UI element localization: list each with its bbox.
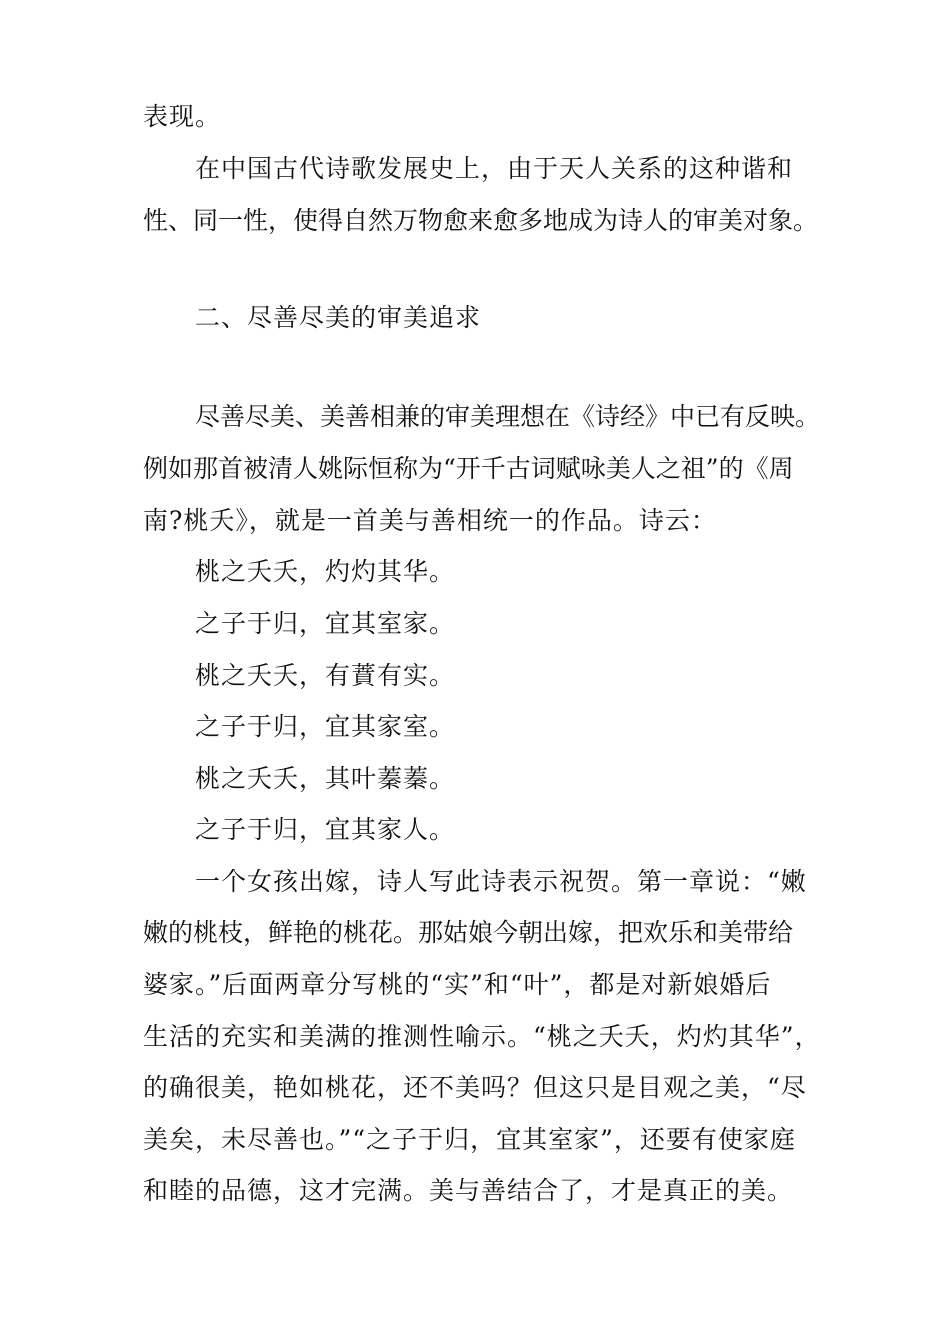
text-line: 表现。 — [143, 102, 222, 131]
paragraph-start-line: 一个女孩出嫁，诗人写此诗表示祝贺。第一章说：“嫩 — [195, 867, 807, 896]
poem-line: 之子于归，宜其家室。 — [195, 712, 456, 741]
text-line: 嫩的桃枝，鲜艳的桃花。那姑娘今朝出嫁，把欢乐和美带给 — [143, 918, 794, 947]
text-line: 美矣，未尽善也。”“之子于归，宜其室家”，还要有使家庭 — [143, 1125, 796, 1154]
poem-line: 桃之夭夭，灼灼其华。 — [195, 557, 456, 586]
text-line: 的确很美，艳如桃花，还不美吗？但这只是目观之美，“尽 — [143, 1073, 807, 1102]
section-heading: 二、尽善尽美的审美追求 — [195, 303, 482, 332]
text-line: 南?桃夭》，就是一首美与善相统一的作品。诗云： — [143, 506, 717, 535]
text-line: 生活的充实和美满的推测性喻示。“桃之夭夭，灼灼其华”， — [143, 1022, 821, 1051]
poem-line: 之子于归，宜其室家。 — [195, 609, 456, 638]
text-line: 和睦的品德，这才完满。美与善结合了，才是真正的美。 — [143, 1176, 794, 1205]
paragraph-start-line: 尽善尽美、美善相兼的审美理想在《诗经》中已有反映。 — [195, 402, 821, 431]
poem-line: 桃之夭夭，有蕡有实。 — [195, 661, 456, 690]
poem-line: 之子于归，宜其家人。 — [195, 815, 456, 844]
text-line: 性、同一性，使得自然万物愈来愈多地成为诗人的审美对象。 — [143, 206, 819, 235]
text-line: 例如那首被清人姚际恒称为“开千古词赋咏美人之祖”的《周 — [143, 454, 794, 483]
paragraph-start-line: 在中国古代诗歌发展史上，由于天人关系的这种谐和 — [195, 154, 794, 183]
text-line: 婆家。”后面两章分写桃的“实”和“叶”，都是对新娘婚后 — [143, 970, 772, 999]
poem-line: 桃之夭夭，其叶蓁蓁。 — [195, 764, 456, 793]
